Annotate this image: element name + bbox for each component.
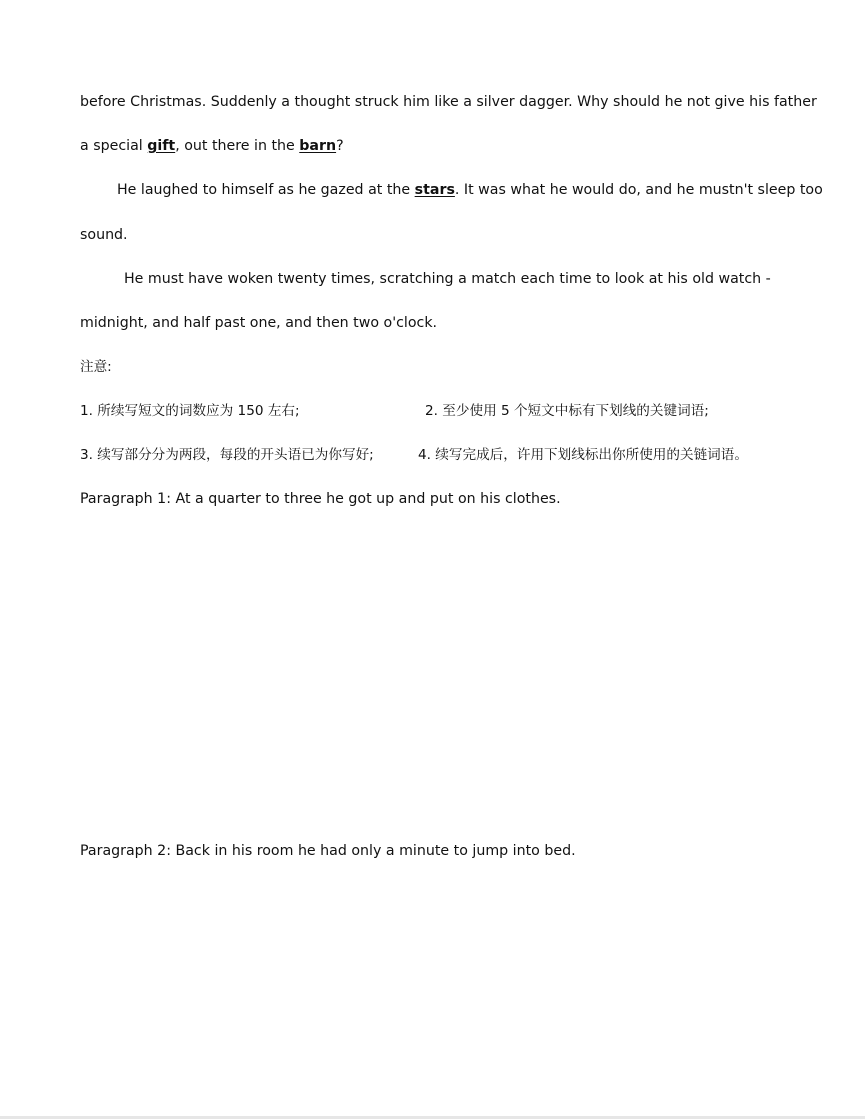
notes-heading [80,357,780,377]
note-item-2: 2. 至少使用 5 个短文中标有下划线的关键词语; [425,403,709,419]
story-text: midnight, and half past one, and then two o'clock. [80,315,438,331]
story-text: He must have woken twenty times, scratching a match each time to look at his old watch - [124,271,771,287]
story-text: ? [336,138,344,154]
paragraph-1-prompt-text: Paragraph 1: At a quarter to three he got up and put on his clothes. [80,491,561,507]
story-line-2 [80,136,780,156]
story-line-3 [117,180,823,200]
paragraph-2-prompt-text: Paragraph 2: Back in his room he had only a minute to jump into bed. [80,843,576,859]
story-text: , out there in the [175,138,300,154]
story-line-4 [80,225,780,245]
story-text: . It was what he would do, and he mustn't sleep too [454,182,823,198]
note-item-3: 3. 续写部分分为两段，每段的开头语已为你写好; [80,447,374,463]
note-item-1: 1. 所续写短文的词数应为 150 左右; [80,403,300,419]
paragraph-1-prompt [80,489,780,509]
story-line-5 [124,269,771,289]
story-line-1 [80,92,817,112]
story-text: before Christmas. Suddenly a thought struck him like a silver dagger. Why should he not give his father [80,94,817,110]
keyword-stars: stars [414,182,455,198]
story-text: a special [80,138,148,154]
story-text: sound. [80,227,128,243]
story-text: He laughed to himself as he gazed at the [117,182,415,198]
keyword-barn: barn [299,138,337,154]
story-line-6 [80,313,780,333]
keyword-gift: gift [147,138,176,154]
paragraph-2-prompt [80,841,780,861]
note-item-4: 4. 续写完成后，许用下划线标出你所使用的关链词语。 [418,447,748,463]
notes-heading-text: 注意: [80,359,112,375]
